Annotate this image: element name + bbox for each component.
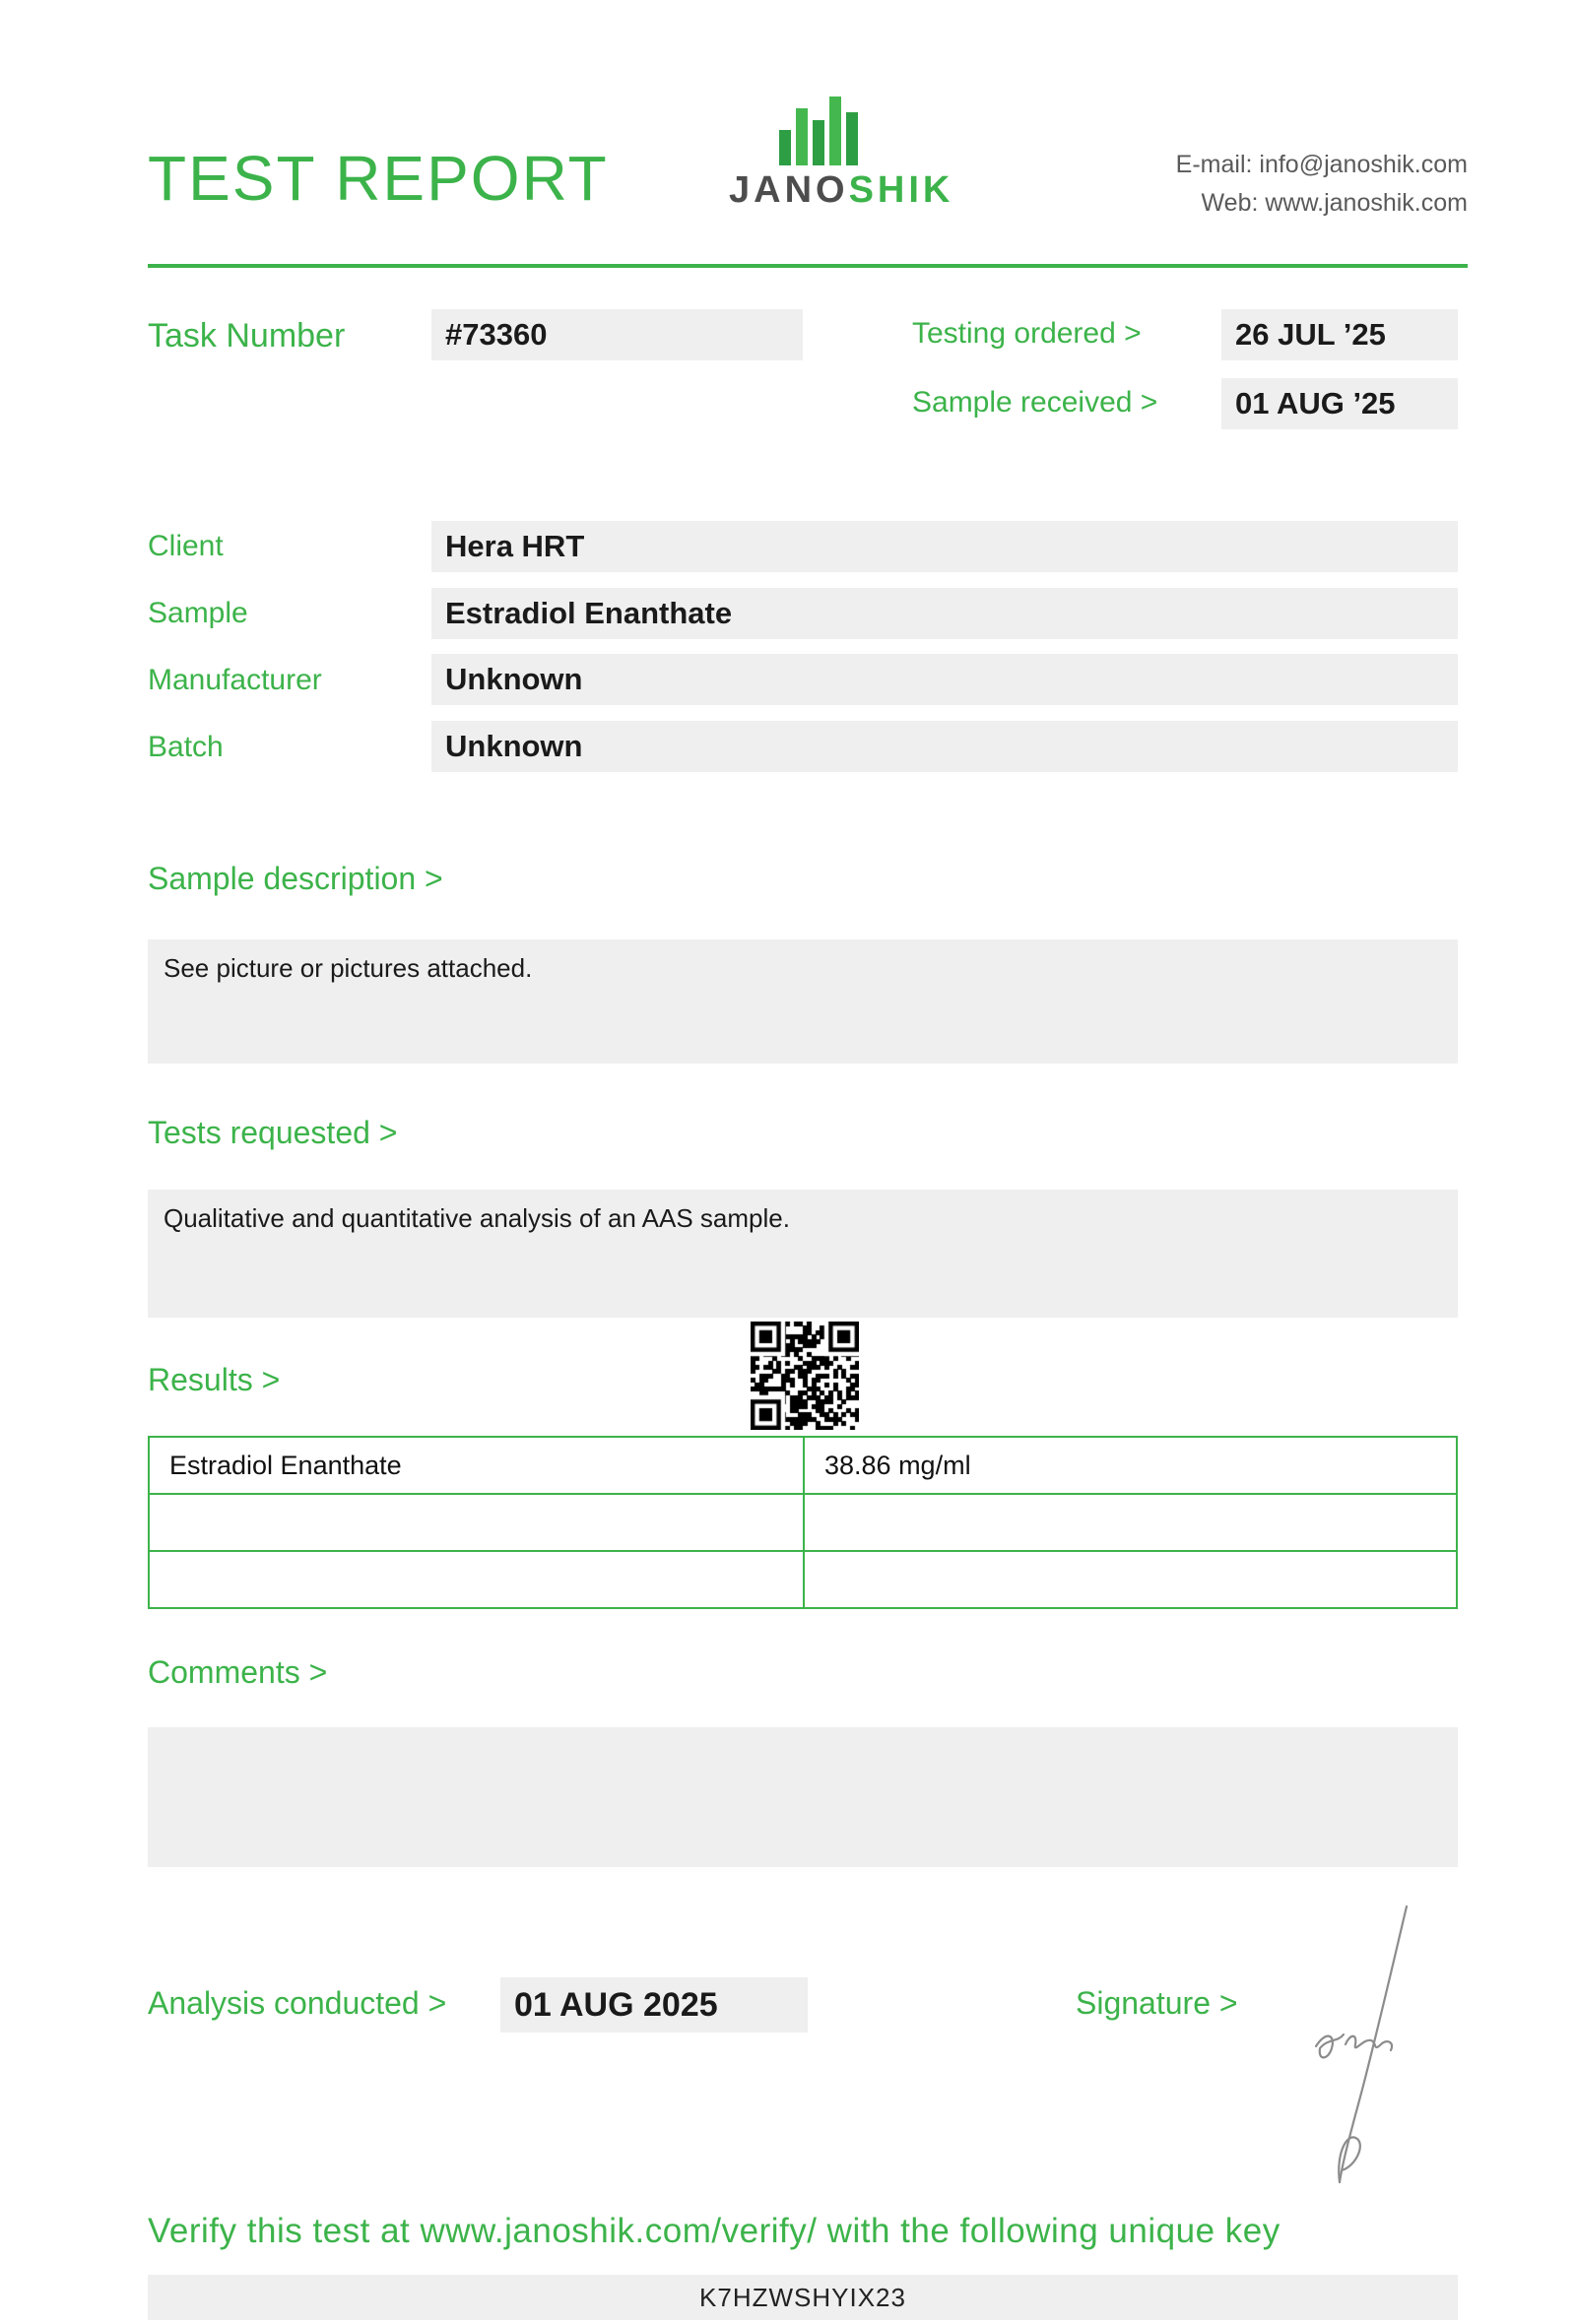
client-label: Client	[148, 530, 224, 562]
logo-bars-icon	[771, 87, 864, 170]
analysis-conducted-value: 01 AUG 2025	[500, 1977, 808, 2033]
result-concentration	[804, 1494, 1457, 1551]
testing-ordered-value: 26 JUL ’25	[1221, 309, 1458, 360]
logo-wordmark-accent: SHIK	[848, 169, 954, 211]
contact-web: Web: www.janoshik.com	[1201, 188, 1468, 217]
batch-value: Unknown	[431, 721, 1458, 772]
task-number-label: Task Number	[148, 317, 346, 355]
result-concentration: 38.86 mg/ml	[804, 1437, 1457, 1494]
sample-description-box: See picture or pictures attached.	[148, 939, 1458, 1064]
tests-requested-box: Qualitative and quantitative analysis of an AAS sample.	[148, 1190, 1458, 1318]
verify-key: K7HZWSHYIX23	[148, 2275, 1458, 2320]
results-row	[149, 1551, 1457, 1608]
tests-requested-heading: Tests requested >	[148, 1115, 398, 1150]
logo-wordmark-primary: JANO	[729, 169, 849, 211]
qr-code	[751, 1322, 859, 1430]
results-heading: Results >	[148, 1362, 281, 1397]
batch-label: Batch	[148, 731, 224, 763]
testing-ordered-label: Testing ordered >	[912, 317, 1142, 350]
sample-received-label: Sample received >	[912, 386, 1158, 419]
sample-value: Estradiol Enanthate	[431, 588, 1458, 639]
signature-label: Signature >	[1076, 1985, 1238, 2021]
logo-wordmark	[729, 169, 954, 212]
result-substance	[149, 1551, 804, 1608]
client-value: Hera HRT	[431, 521, 1458, 572]
result-concentration	[804, 1551, 1457, 1608]
results-table	[148, 1436, 1458, 1609]
signature-scribble	[1290, 1899, 1458, 2199]
comments-heading: Comments >	[148, 1654, 328, 1690]
sample-received-value: 01 AUG ’25	[1221, 378, 1458, 429]
manufacturer-label: Manufacturer	[148, 664, 322, 696]
header-divider	[148, 264, 1468, 268]
analysis-conducted-label: Analysis conducted >	[148, 1985, 447, 2021]
results-row	[149, 1437, 1457, 1494]
contact-info	[1176, 146, 1468, 223]
task-number-value: #73360	[431, 309, 803, 360]
page-title: TEST REPORT	[148, 143, 609, 214]
contact-email: E-mail: info@janoshik.com	[1175, 151, 1468, 178]
result-substance: Estradiol Enanthate	[149, 1437, 804, 1494]
results-row	[149, 1494, 1457, 1551]
comments-box	[148, 1727, 1458, 1867]
janoshik-logo	[729, 87, 954, 212]
manufacturer-value: Unknown	[431, 654, 1458, 705]
sample-label: Sample	[148, 597, 248, 629]
sample-description-heading: Sample description >	[148, 861, 443, 896]
result-substance	[149, 1494, 804, 1551]
verify-instruction: Verify this test at www.janoshik.com/verify/ with the following unique key	[148, 2212, 1280, 2250]
